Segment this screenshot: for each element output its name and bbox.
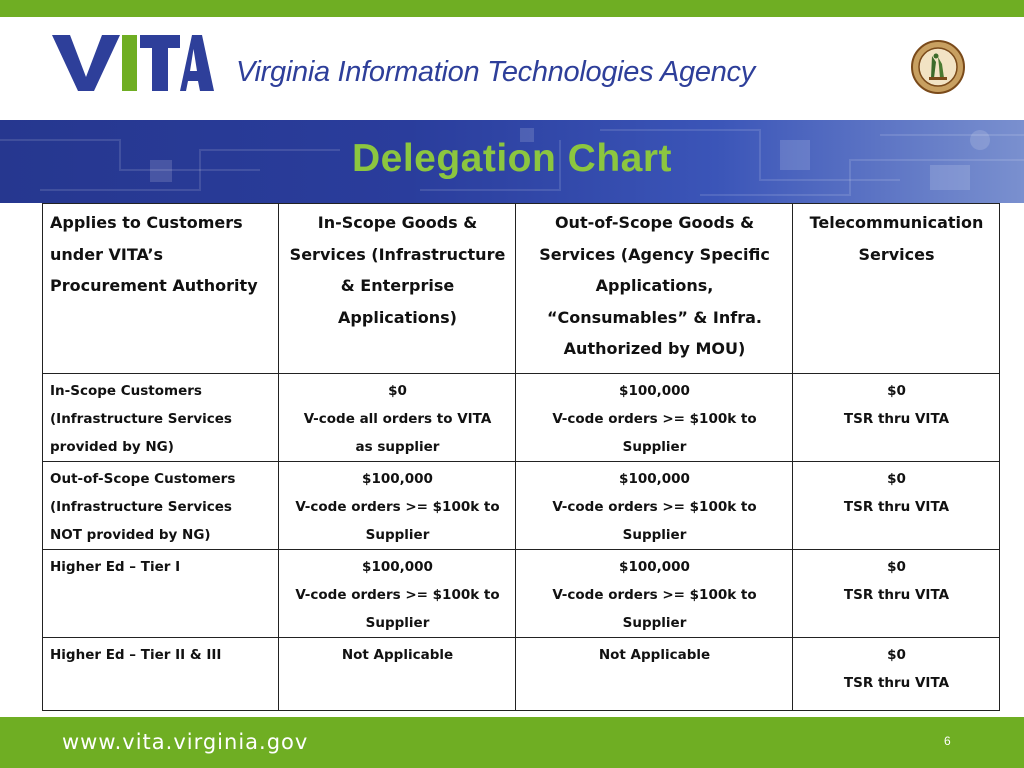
footer-url-link[interactable]: www.vita.virginia.gov bbox=[62, 730, 309, 754]
cell-line: $0 bbox=[887, 383, 906, 399]
cell-line: Not Applicable bbox=[598, 647, 711, 663]
header-in-scope: In-Scope Goods & Services (Infrastructure & Enterprise Applications) bbox=[279, 204, 516, 374]
cell-line: provided by NG) bbox=[50, 439, 174, 455]
cell-line: V-code orders >= $100k to bbox=[295, 499, 500, 515]
top-accent-bar bbox=[0, 0, 1024, 17]
cell-line: (Infrastructure Services bbox=[50, 411, 232, 427]
vita-logo-text: VITA bbox=[52, 90, 55, 91]
cell-line: Not Applicable bbox=[341, 647, 454, 663]
cell-line: $0 bbox=[887, 471, 906, 487]
cell-line: Higher Ed – Tier II & III bbox=[50, 647, 222, 663]
cell-line: V-code orders >= $100k to bbox=[295, 587, 500, 603]
table-row bbox=[43, 374, 1000, 462]
out-of-scope-cell bbox=[516, 462, 793, 550]
cell-line: TSR thru VITA bbox=[843, 675, 950, 691]
out-of-scope-cell bbox=[516, 550, 793, 638]
cell-line: NOT provided by NG) bbox=[50, 527, 211, 543]
customer-cell bbox=[43, 374, 279, 462]
header-out-of-scope: Out-of-Scope Goods & Services (Agency Specific Applications, “Consumables” & Infra. Authorized by MOU) bbox=[516, 204, 793, 374]
virginia-seal-icon bbox=[911, 40, 965, 94]
customer-cell bbox=[43, 462, 279, 550]
cell-line: Higher Ed – Tier I bbox=[50, 559, 181, 575]
page-number: 6 bbox=[944, 734, 951, 748]
vita-logo bbox=[52, 35, 214, 91]
table-row bbox=[43, 550, 1000, 638]
agency-name: Virginia Information Technologies Agency bbox=[236, 56, 755, 88]
cell-line: TSR thru VITA bbox=[843, 499, 950, 515]
cell-line: V-code orders >= $100k to bbox=[552, 411, 757, 427]
in-scope-cell bbox=[279, 374, 516, 462]
customer-cell bbox=[43, 550, 279, 638]
table-row bbox=[43, 638, 1000, 711]
telecom-cell bbox=[793, 374, 1000, 462]
header-customers: Applies to Customers under VITA’s Procurement Authority bbox=[43, 204, 279, 374]
cell-line: Supplier bbox=[622, 615, 687, 631]
slide-title: Delegation Chart bbox=[351, 137, 673, 180]
cell-line: $100,000 bbox=[619, 471, 690, 487]
cell-line: In-Scope Customers bbox=[50, 383, 202, 399]
in-scope-cell bbox=[279, 550, 516, 638]
cell-line: $100,000 bbox=[619, 559, 690, 575]
cell-line: V-code all orders to VITA bbox=[303, 411, 492, 427]
telecom-cell bbox=[793, 550, 1000, 638]
cell-line: TSR thru VITA bbox=[843, 411, 950, 427]
cell-line: $100,000 bbox=[362, 559, 433, 575]
cell-line: Out-of-Scope Customers bbox=[50, 471, 236, 487]
out-of-scope-cell bbox=[516, 374, 793, 462]
table-row bbox=[43, 462, 1000, 550]
cell-line: $100,000 bbox=[362, 471, 433, 487]
table-header-row bbox=[43, 204, 1000, 374]
cell-line: Supplier bbox=[365, 527, 430, 543]
cell-line: V-code orders >= $100k to bbox=[552, 499, 757, 515]
in-scope-cell bbox=[279, 462, 516, 550]
cell-line: Supplier bbox=[622, 527, 687, 543]
telecom-cell bbox=[793, 638, 1000, 711]
cell-line: $0 bbox=[388, 383, 407, 399]
in-scope-cell bbox=[279, 638, 516, 711]
out-of-scope-cell bbox=[516, 638, 793, 711]
cell-line: (Infrastructure Services bbox=[50, 499, 232, 515]
cell-line: Supplier bbox=[622, 439, 687, 455]
cell-line: $100,000 bbox=[619, 383, 690, 399]
cell-line: $0 bbox=[887, 647, 906, 663]
cell-line: TSR thru VITA bbox=[843, 587, 950, 603]
telecom-cell bbox=[793, 462, 1000, 550]
cell-line: $0 bbox=[887, 559, 906, 575]
cell-line: Supplier bbox=[365, 615, 430, 631]
cell-line: as supplier bbox=[355, 439, 440, 455]
header-telecom: Telecommunication Services bbox=[793, 204, 1000, 374]
customer-cell bbox=[43, 638, 279, 711]
cell-line: V-code orders >= $100k to bbox=[552, 587, 757, 603]
delegation-table bbox=[42, 203, 1000, 711]
